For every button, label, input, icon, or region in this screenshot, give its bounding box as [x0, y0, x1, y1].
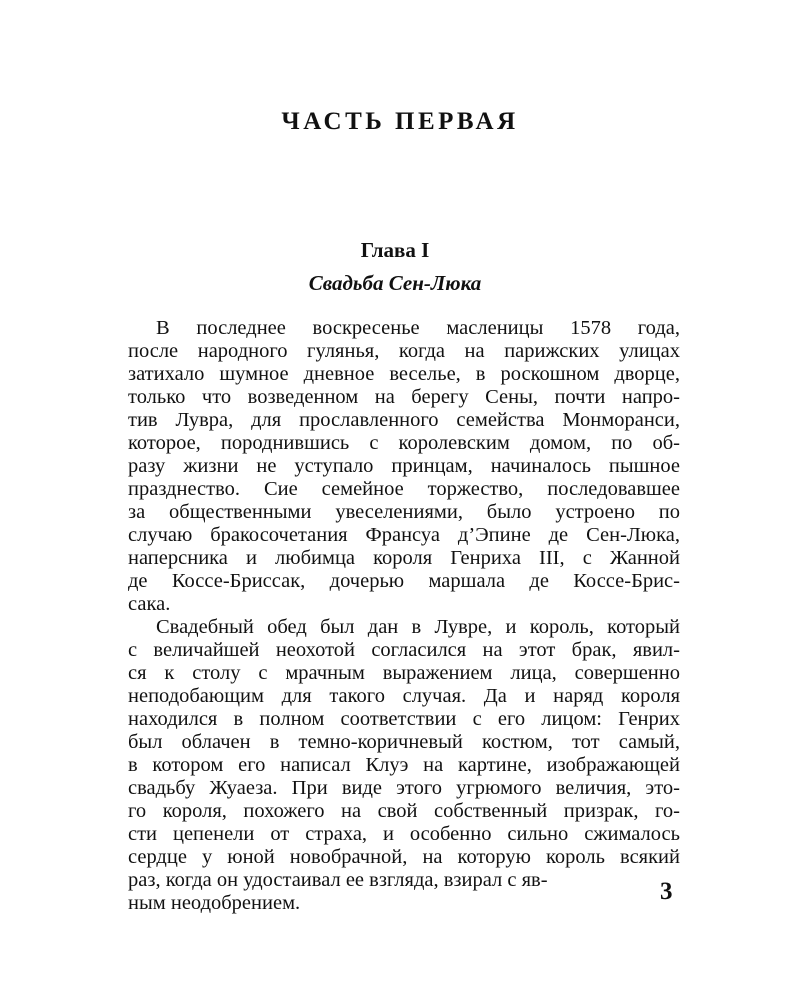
text-line: тив Лувра, для прославленного семейства Монморанси,	[128, 409, 680, 431]
text-line: сердце у юной новобрачной, на которую король всякий	[128, 846, 680, 868]
text-line: ся к столу с мрачным выражением лица, совершенно	[128, 662, 680, 684]
text-line: сака.	[128, 593, 171, 615]
text-line: находился в полном соответствии с его лицом: Генрих	[128, 708, 680, 730]
text-line: Свадебный обед был дан в Лувре, и король, который	[156, 616, 680, 638]
part-title: ЧАСТЬ ПЕРВАЯ	[281, 108, 519, 135]
text-line: наперсника и любимца короля Генриха III, с Жанной	[128, 547, 680, 569]
text-line: за общественными увеселениями, было устроено по	[128, 501, 680, 523]
text-line: с величайшей неохотой согласился на этот брак, явил-	[128, 639, 680, 661]
text-line: затихало шумное дневное веселье, в роскошном дворце,	[128, 363, 680, 385]
text-line: празднество. Сие семейное торжество, последовавшее	[128, 478, 680, 500]
page-number: 3	[660, 878, 673, 905]
text-line: разу жизни не уступало принцам, начиналось пышное	[128, 455, 680, 477]
text-line: которое, породнившись с королевским домом, по об-	[128, 432, 680, 454]
text-line: раз, когда он удостаивал ее взгляда, взирал с яв-	[128, 869, 548, 891]
text-line: де Коссе-Бриссак, дочерью маршала де Коссе-Брис-	[128, 570, 680, 592]
text-line: ным неодобрением.	[128, 892, 301, 914]
text-line: сти цепенели от страха, и особенно сильно сжималось	[128, 823, 680, 845]
chapter-number: Глава I	[360, 238, 430, 262]
body-text	[128, 317, 680, 915]
text-line: только что возведенном на берегу Сены, почти напро-	[128, 386, 680, 408]
text-line: случаю бракосочетания Франсуа д’Эпине де Сен-Люка,	[128, 524, 680, 546]
text-line: в котором его написал Клуэ на картине, изображающей	[128, 754, 680, 776]
chapter-title: Свадьба Сен-Люка	[308, 271, 482, 295]
text-line: после народного гулянья, когда на парижских улицах	[128, 340, 680, 362]
text-line: был облачен в темно-коричневый костюм, тот самый,	[128, 731, 680, 753]
text-line: неподобающим для такого случая. Да и наряд короля	[128, 685, 680, 707]
text-line: В последнее воскресенье масленицы 1578 года,	[156, 317, 680, 339]
text-line: свадьбу Жуаеза. При виде этого угрюмого величия, это-	[128, 777, 680, 799]
text-line: го короля, похожего на свой собственный призрак, го-	[128, 800, 680, 822]
